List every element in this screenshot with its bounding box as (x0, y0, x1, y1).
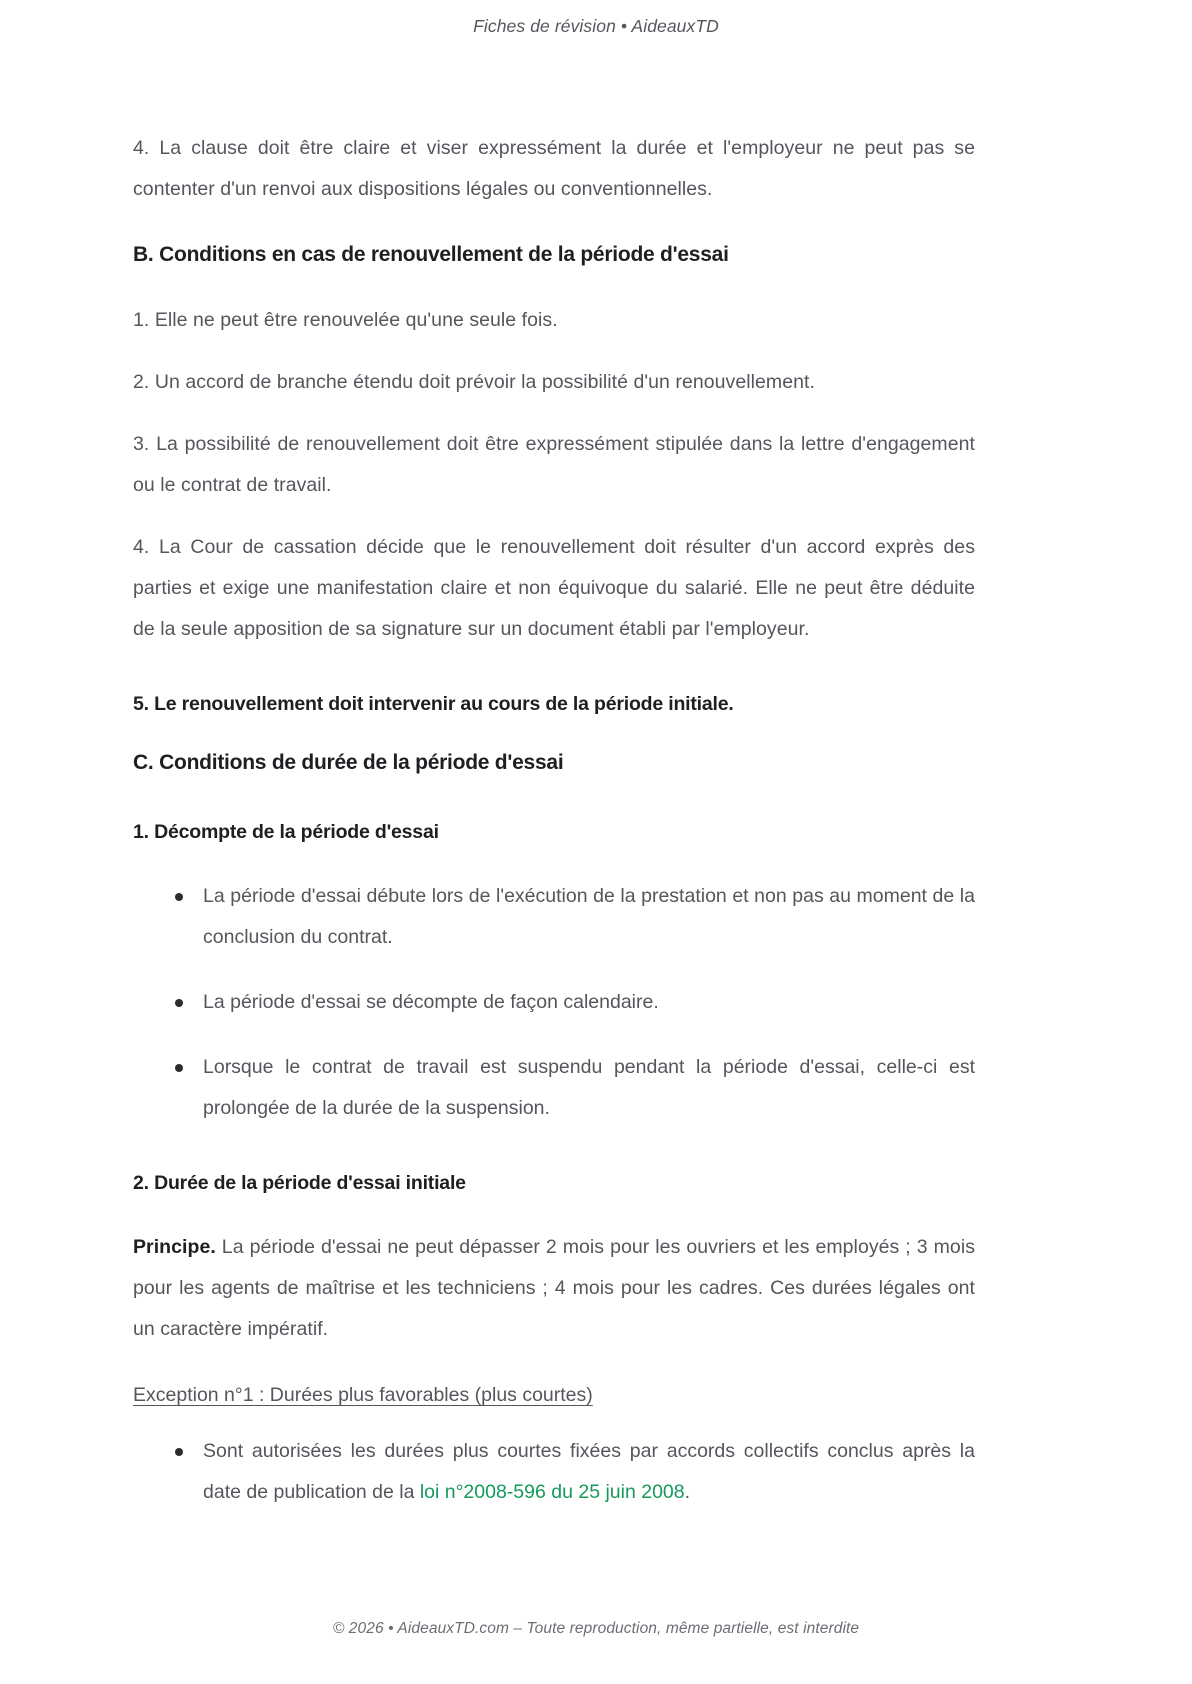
exception-heading-wrap (133, 1380, 975, 1410)
spacer (133, 650, 975, 690)
bullet-dot-icon (175, 1064, 183, 1072)
list-item-text: La période d'essai se décompte de façon calendaire. (203, 991, 659, 1013)
spacer (133, 270, 975, 300)
subheading-c1: 1. Décompte de la période d'essai (133, 821, 439, 843)
list-item (133, 1431, 975, 1513)
heading-section-b: B. Conditions en cas de renouvellement de la période d'essai (133, 243, 729, 266)
spacer (133, 403, 975, 424)
bullet-list-exception (133, 1431, 975, 1513)
bullet-list-c1 (133, 876, 975, 1129)
exception-heading: Exception n°1 : Durées plus favorables (plus courtes) (133, 1384, 593, 1406)
principe-label: Principe. (133, 1236, 216, 1258)
subheading-c2: 2. Durée de la période d'essai initiale (133, 1172, 466, 1194)
bullet-dot-icon (175, 893, 183, 901)
paragraph-a4: 4. La clause doit être claire et viser expressément la durée et l'employeur ne peut pas se contenter d'un renvoi aux dispositions légales ou conventionnelles. (133, 137, 975, 200)
spacer (133, 1410, 975, 1431)
heading-section-c: C. Conditions de durée de la période d'essai (133, 751, 564, 774)
spacer (133, 210, 975, 240)
paragraph-principe (133, 1227, 975, 1350)
spacer (133, 1129, 975, 1169)
bullet-dot-icon (175, 999, 183, 1007)
document-body (133, 128, 975, 1513)
paragraph-b2: 2. Un accord de branche étendu doit prévoir la possibilité d'un renouvellement. (133, 371, 815, 393)
law-reference-link[interactable]: loi n°2008-596 du 25 juin 2008 (419, 1481, 685, 1503)
running-header: Fiches de révision • AideauxTD (473, 16, 719, 36)
spacer (133, 718, 975, 748)
paragraph-b1: 1. Elle ne peut être renouvelée qu'une seule fois. (133, 309, 558, 331)
list-item (133, 982, 975, 1023)
list-item-text-tail: . (684, 1481, 691, 1503)
spacer (133, 1197, 975, 1227)
spacer (133, 1350, 975, 1380)
spacer (133, 846, 975, 876)
spacer (133, 778, 975, 818)
list-item-text: La période d'essai débute lors de l'exécution de la prestation et non pas au moment de la conclusion du contrat. (203, 885, 975, 948)
paragraph-b4: 4. La Cour de cassation décide que le renouvellement doit résulter d'un accord exprès des parties et exige une manifestation claire et non équivoque du salarié. Elle ne peut être déduite de la seule apposition de sa signature sur un document établi par l'employeur. (133, 536, 975, 640)
bullet-dot-icon (175, 1448, 183, 1456)
paragraph-b5-bold: 5. Le renouvellement doit intervenir au cours de la période initiale. (133, 693, 734, 715)
list-item-text: Lorsque le contrat de travail est suspendu pendant la période d'essai, celle-ci est prolongée de la durée de la suspension. (203, 1056, 975, 1119)
list-item (133, 1047, 975, 1129)
list-item-text: Sont autorisées les durées plus courtes fixées par accords collectifs conclus après la date de publication de la (203, 1440, 975, 1503)
paragraph-b3: 3. La possibilité de renouvellement doit être expressément stipulée dans la lettre d'engagement ou le contrat de travail. (133, 433, 975, 496)
spacer (133, 506, 975, 527)
list-item (133, 876, 975, 958)
document-footer: © 2026 • AideauxTD.com – Toute reproduction, même partielle, est interdite (332, 1620, 860, 1637)
spacer (133, 341, 975, 362)
principe-text: La période d'essai ne peut dépasser 2 mois pour les ouvriers et les employés ; 3 mois pour les agents de maîtrise et les techniciens ; 4 mois pour les cadres. Ces durées légales ont un caractère impératif. (133, 1236, 976, 1340)
